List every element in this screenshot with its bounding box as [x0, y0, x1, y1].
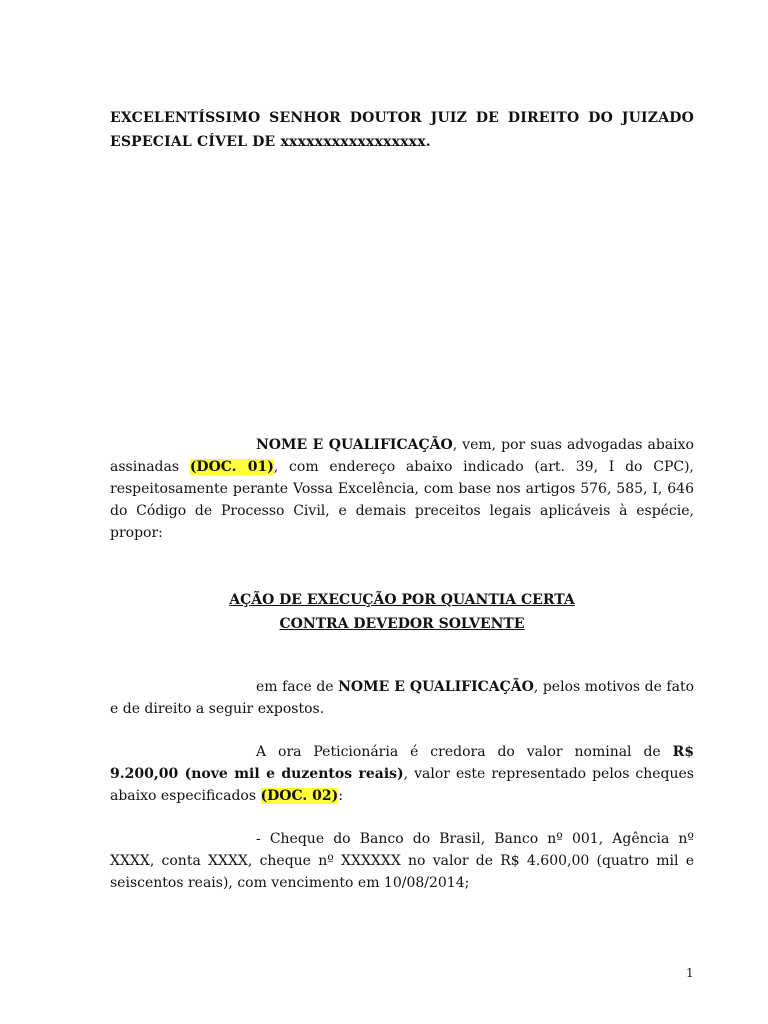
cheque-paragraph [110, 828, 694, 894]
plaintiff-name: NOME E QUALIFICAÇÃO [256, 437, 453, 453]
credit-text-2: , valor este representado pelos cheques abaixo especificados [110, 766, 694, 804]
action-title [110, 588, 694, 636]
defendant-paragraph [110, 676, 694, 720]
defendant-suffix: , pelos motivos de fato e de direito a seguir expostos. [110, 679, 695, 717]
heading-line-2: ESPECIAL CÍVEL DE xxxxxxxxxxxxxxxxx. [110, 134, 431, 150]
action-title-line-2: CONTRA DEVEDOR SOLVENTE [279, 616, 525, 632]
heading-line-1: EXCELENTÍSSIMO SENHOR DOUTOR JUIZ DE DIREITO DO JUIZADO [110, 110, 694, 126]
credit-text-1: A ora Peticionária é credora do valor nominal de [256, 744, 673, 760]
action-title-line-1: AÇÃO DE EXECUÇÃO POR QUANTIA CERTA [229, 592, 575, 608]
credit-paragraph [110, 741, 694, 807]
petition-heading [110, 106, 694, 154]
page-number: 1 [686, 966, 694, 980]
cheque-text: - Cheque do Banco do Brasil, Banco nº 001, Agência nº XXXX, conta XXXX, cheque nº XXXXXX no valor de R$ 4.600,00 (quatro mil e seiscentos reais), com vencimento em 10/08/2014; [110, 831, 694, 891]
credit-amount: R$ 9.200,00 (nove mil e duzentos reais) [110, 744, 694, 782]
defendant-prefix: em face de [256, 679, 339, 695]
doc-01-highlight: (DOC. 01) [189, 459, 274, 475]
credit-text-3: : [338, 788, 343, 804]
intro-text-2: abaixo assinadas [110, 437, 694, 475]
intro-paragraph [110, 434, 694, 544]
doc-02-highlight: (DOC. 02) [260, 788, 339, 804]
intro-text-3: , com endereço abaixo indicado (art. 39, I do CPC), respeitosamente perante Vossa Excelência, com base nos artigos 576, 585, I, 646 do Código de Processo Civil, e demais preceitos legais aplicáveis à espécie, propor: [110, 459, 694, 541]
intro-text-1: , vem, por suas advogadas [452, 437, 643, 453]
defendant-name: NOME E QUALIFICAÇÃO [338, 679, 534, 695]
